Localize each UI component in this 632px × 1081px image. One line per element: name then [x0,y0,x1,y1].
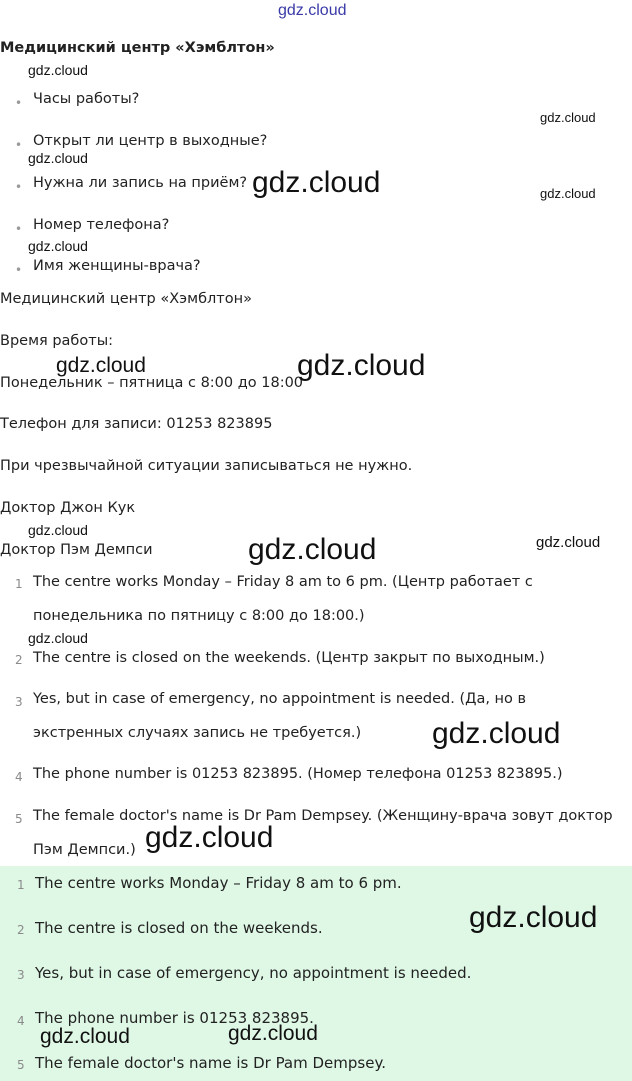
watermark: gdz.cloud [56,354,146,377]
answer-text: The centre works Monday – Friday 8 am to 6 pm. (Центр работает с [33,574,533,590]
watermark: gdz.cloud [40,1025,130,1048]
answer-text: The phone number is 01253 823895. [35,1009,314,1027]
answer-text: Yes, but in case of emergency, no appointment is needed. (Да, но в [33,691,527,707]
answer-text: The centre works Monday – Friday 8 am to 6 pm. [35,874,402,892]
doctor-name: Доктор Пэм Демпси [0,542,153,558]
watermark: gdz.cloud [469,901,598,934]
doctor-name: Доктор Джон Кук [0,500,136,516]
answer-text: понедельника по пятницу с 8:00 до 18:00.) [33,608,365,624]
watermark: gdz.cloud [252,166,381,199]
item-number: 1 [17,878,25,892]
question-text: Номер телефона? [33,217,170,233]
answer-text: Пэм Демпси.) [33,842,136,858]
answer-text: The phone number is 01253 823895. (Номер телефона 01253 823895.) [33,766,563,782]
item-number: 3 [15,695,23,709]
watermark-top: gdz.cloud [278,2,347,19]
answer-text: The centre is closed on the weekends. [35,919,323,937]
item-number: 4 [15,770,23,784]
watermark: gdz.cloud [432,717,561,750]
notice-title: Медицинский центр «Хэмблтон» [0,291,252,307]
item-number: 4 [17,1014,25,1028]
item-number: 3 [17,968,25,982]
item-number: 5 [15,812,23,826]
item-number: 1 [15,577,23,591]
emergency-text: При чрезвычайной ситуации записываться не нужно. [0,458,413,474]
watermark: gdz.cloud [28,522,88,538]
hours-label: Время работы: [0,333,114,349]
question-text: Нужна ли запись на приём? [33,175,248,191]
watermark: gdz.cloud [536,534,601,551]
item-number: 5 [17,1058,25,1072]
item-number: 2 [17,923,25,937]
bullet-icon: • [15,180,23,194]
watermark: gdz.cloud [28,150,88,166]
answer-text: The female doctor's name is Dr Pam Dempsey. (Женщину-врача зовут доктор [33,808,613,824]
watermark: gdz.cloud [228,1022,318,1045]
item-number: 2 [15,653,23,667]
questions-title: Медицинский центр «Хэмблтон» [0,40,275,56]
bullet-icon: • [15,222,23,236]
watermark: gdz.cloud [248,533,377,566]
watermark: gdz.cloud [297,349,426,382]
bullet-icon: • [15,138,23,152]
hours-text: Понедельник – пятница с 8:00 до 18:00 [0,375,304,391]
watermark: gdz.cloud [145,821,274,854]
answer-text: The female doctor's name is Dr Pam Dempsey. [35,1054,386,1072]
bullet-icon: • [15,96,23,110]
answer-text: The centre is closed on the weekends. (Центр закрыт по выходным.) [33,650,545,666]
watermark: gdz.cloud [540,110,596,125]
watermark: gdz.cloud [28,630,88,646]
bullet-icon: • [15,263,23,277]
answer-text: Yes, but in case of emergency, no appointment is needed. [35,964,472,982]
watermark: gdz.cloud [28,238,88,254]
watermark: gdz.cloud [540,186,596,201]
phone-text: Телефон для записи: 01253 823895 [0,416,273,432]
question-text: Открыт ли центр в выходные? [33,133,268,149]
question-text: Имя женщины-врача? [33,258,201,274]
answer-text: экстренных случаях запись не требуется.) [33,725,362,741]
question-text: Часы работы? [33,91,140,107]
watermark: gdz.cloud [28,62,88,78]
